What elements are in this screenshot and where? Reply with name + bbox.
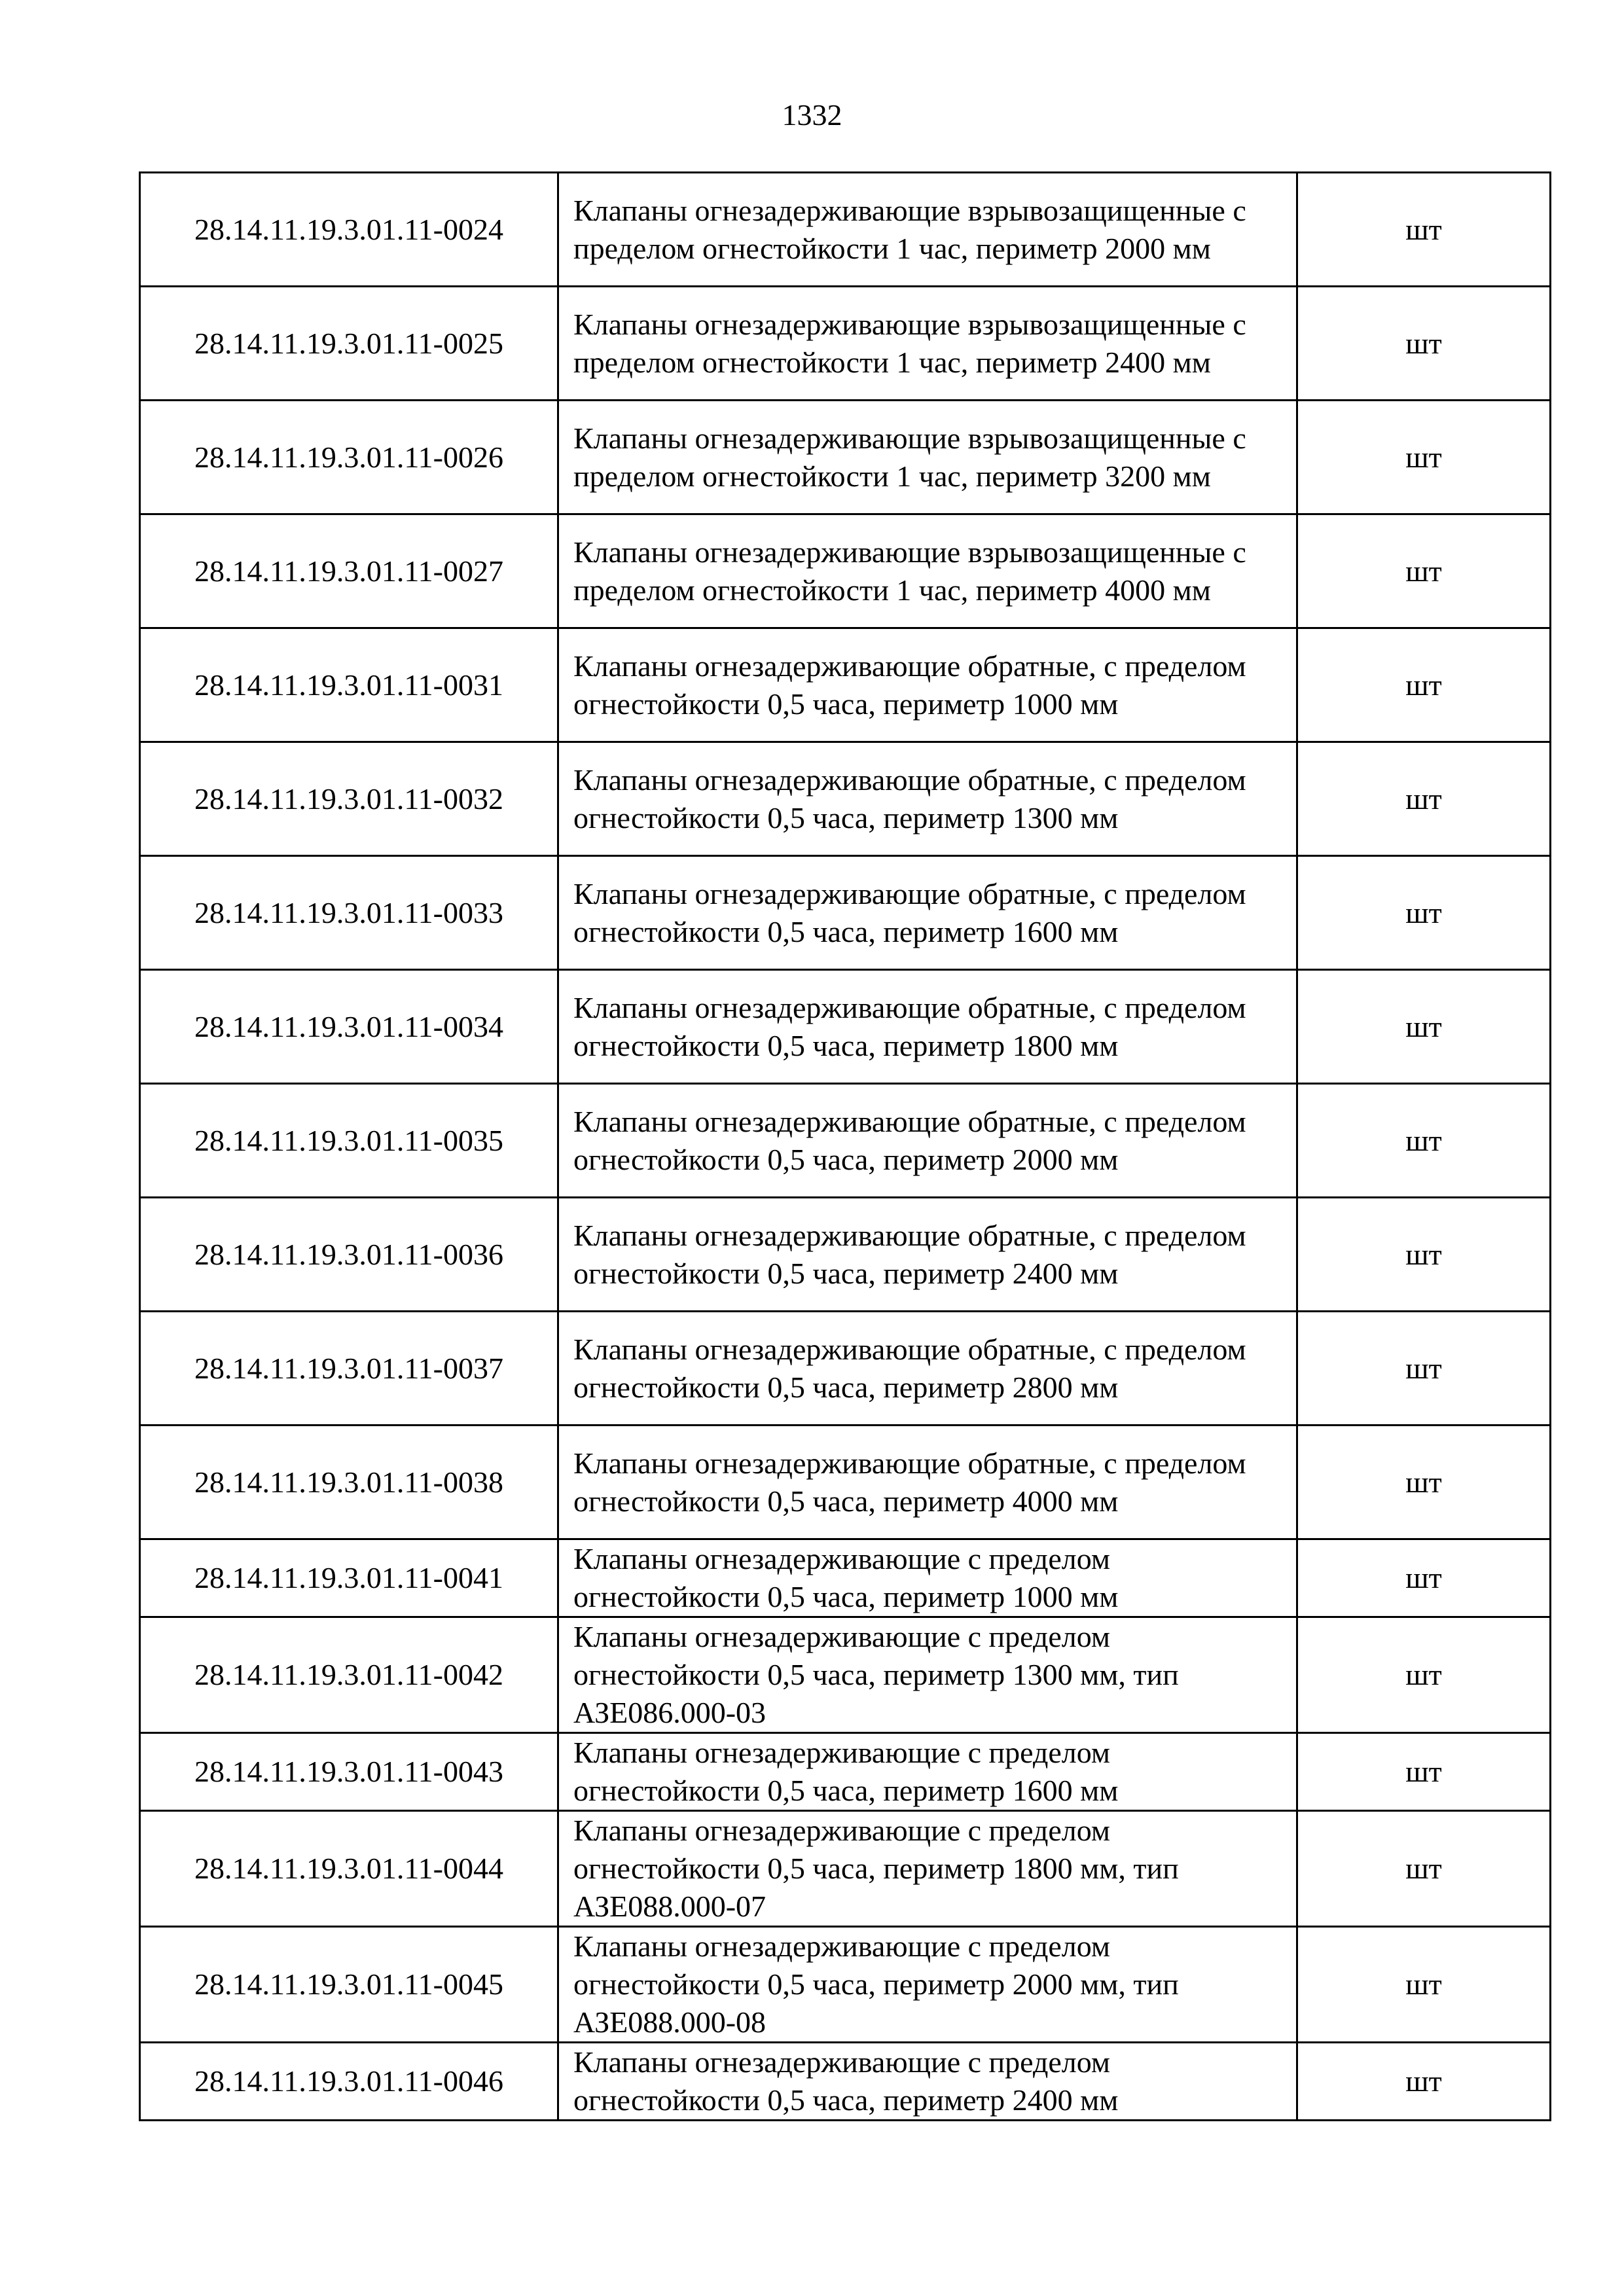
table-row [140, 1539, 1551, 1617]
resource-description: Клапаны огнезадерживающие обратные, с пределом огнестойкости 0,5 часа, периметр 4000 мм [558, 1426, 1297, 1539]
resource-unit: шт [1297, 2043, 1551, 2121]
table-row [140, 1312, 1551, 1426]
resource-code: 28.14.11.19.3.01.11-0033 [140, 856, 558, 970]
resource-code: 28.14.11.19.3.01.11-0046 [140, 2043, 558, 2121]
table-row [140, 514, 1551, 628]
resource-unit: шт [1297, 1084, 1551, 1198]
resource-code: 28.14.11.19.3.01.11-0041 [140, 1539, 558, 1617]
resource-code: 28.14.11.19.3.01.11-0037 [140, 1312, 558, 1426]
resource-description: Клапаны огнезадерживающие с пределом огнестойкости 0,5 часа, периметр 1300 мм, тип АЗЕ086.000-03 [558, 1617, 1297, 1733]
resource-description: Клапаны огнезадерживающие с пределом огнестойкости 0,5 часа, периметр 2000 мм, тип АЗЕ088.000-08 [558, 1927, 1297, 2043]
page-number: 1332 [782, 98, 842, 132]
table-row [140, 401, 1551, 514]
resource-description: Клапаны огнезадерживающие обратные, с пределом огнестойкости 0,5 часа, периметр 2400 мм [558, 1198, 1297, 1312]
resource-unit: шт [1297, 1927, 1551, 2043]
table-row [140, 742, 1551, 856]
resource-unit: шт [1297, 1539, 1551, 1617]
table-row [140, 1426, 1551, 1539]
table-row [140, 856, 1551, 970]
resource-code: 28.14.11.19.3.01.11-0035 [140, 1084, 558, 1198]
table-row [140, 1927, 1551, 2043]
resource-unit: шт [1297, 401, 1551, 514]
resource-code: 28.14.11.19.3.01.11-0031 [140, 628, 558, 742]
resource-code: 28.14.11.19.3.01.11-0034 [140, 970, 558, 1084]
resource-unit: шт [1297, 173, 1551, 287]
resource-description: Клапаны огнезадерживающие с пределом огнестойкости 0,5 часа, периметр 2400 мм [558, 2043, 1297, 2121]
resource-code: 28.14.11.19.3.01.11-0025 [140, 287, 558, 401]
resource-code: 28.14.11.19.3.01.11-0044 [140, 1811, 558, 1927]
table-row [140, 1733, 1551, 1811]
resource-description: Клапаны огнезадерживающие обратные, с пределом огнестойкости 0,5 часа, периметр 2000 мм [558, 1084, 1297, 1198]
resource-description: Клапаны огнезадерживающие с пределом огнестойкости 0,5 часа, периметр 1800 мм, тип АЗЕ088.000-07 [558, 1811, 1297, 1927]
resource-unit: шт [1297, 970, 1551, 1084]
resource-unit: шт [1297, 1733, 1551, 1811]
resource-description: Клапаны огнезадерживающие с пределом огнестойкости 0,5 часа, периметр 1000 мм [558, 1539, 1297, 1617]
resource-description: Клапаны огнезадерживающие обратные, с пределом огнестойкости 0,5 часа, периметр 2800 мм [558, 1312, 1297, 1426]
resource-code: 28.14.11.19.3.01.11-0024 [140, 173, 558, 287]
resource-code: 28.14.11.19.3.01.11-0045 [140, 1927, 558, 2043]
table-row [140, 2043, 1551, 2121]
resource-description: Клапаны огнезадерживающие обратные, с пределом огнестойкости 0,5 часа, периметр 1000 мм [558, 628, 1297, 742]
table-row [140, 628, 1551, 742]
table-row [140, 1084, 1551, 1198]
table-row [140, 287, 1551, 401]
resource-unit: шт [1297, 1312, 1551, 1426]
resource-description: Клапаны огнезадерживающие обратные, с пределом огнестойкости 0,5 часа, периметр 1600 мм [558, 856, 1297, 970]
resource-unit: шт [1297, 1198, 1551, 1312]
table-row [140, 1811, 1551, 1927]
resource-unit: шт [1297, 1426, 1551, 1539]
resource-code: 28.14.11.19.3.01.11-0036 [140, 1198, 558, 1312]
resource-unit: шт [1297, 742, 1551, 856]
resource-unit: шт [1297, 514, 1551, 628]
table-row [140, 173, 1551, 287]
resource-code: 28.14.11.19.3.01.11-0032 [140, 742, 558, 856]
resource-code: 28.14.11.19.3.01.11-0026 [140, 401, 558, 514]
table-row [140, 1617, 1551, 1733]
resource-description: Клапаны огнезадерживающие взрывозащищенные с пределом огнестойкости 1 час, периметр 4000 мм [558, 514, 1297, 628]
resource-code: 28.14.11.19.3.01.11-0042 [140, 1617, 558, 1733]
resource-description: Клапаны огнезадерживающие с пределом огнестойкости 0,5 часа, периметр 1600 мм [558, 1733, 1297, 1811]
resource-description: Клапаны огнезадерживающие взрывозащищенные с пределом огнестойкости 1 час, периметр 3200 мм [558, 401, 1297, 514]
resource-description: Клапаны огнезадерживающие обратные, с пределом огнестойкости 0,5 часа, периметр 1300 мм [558, 742, 1297, 856]
resource-code: 28.14.11.19.3.01.11-0038 [140, 1426, 558, 1539]
resource-description: Клапаны огнезадерживающие взрывозащищенные с пределом огнестойкости 1 час, периметр 2000 мм [558, 173, 1297, 287]
resource-unit: шт [1297, 1617, 1551, 1733]
resource-unit: шт [1297, 1811, 1551, 1927]
resource-description: Клапаны огнезадерживающие обратные, с пределом огнестойкости 0,5 часа, периметр 1800 мм [558, 970, 1297, 1084]
resource-unit: шт [1297, 856, 1551, 970]
resource-unit: шт [1297, 628, 1551, 742]
resource-description: Клапаны огнезадерживающие взрывозащищенные с пределом огнестойкости 1 час, периметр 2400 мм [558, 287, 1297, 401]
table-row [140, 970, 1551, 1084]
resource-code: 28.14.11.19.3.01.11-0043 [140, 1733, 558, 1811]
resource-code: 28.14.11.19.3.01.11-0027 [140, 514, 558, 628]
resource-table [139, 171, 1551, 2121]
resource-unit: шт [1297, 287, 1551, 401]
table-row [140, 1198, 1551, 1312]
